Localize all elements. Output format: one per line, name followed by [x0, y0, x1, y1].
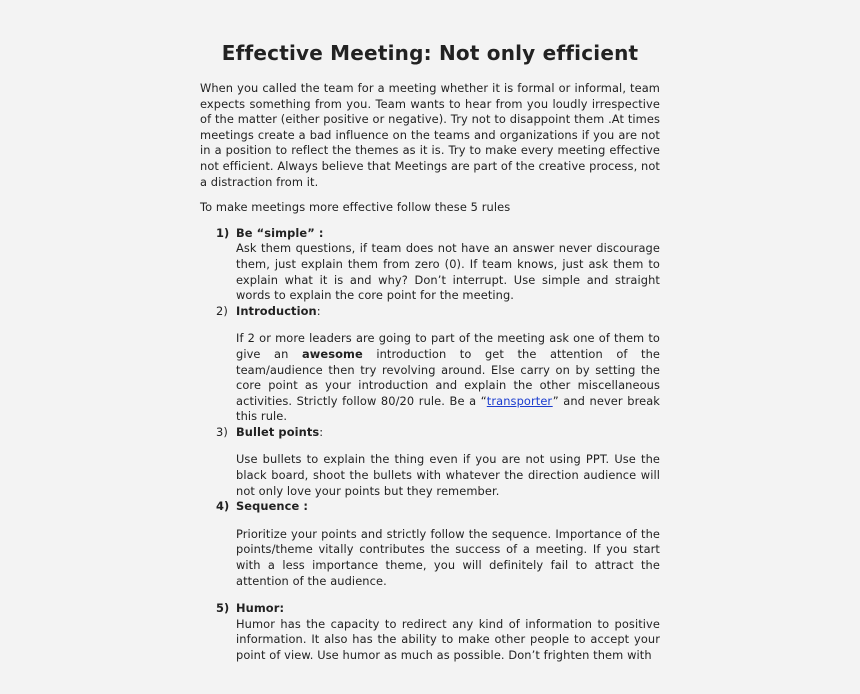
emphasis-awesome: awesome — [301, 346, 363, 361]
rule-item-simple — [200, 226, 660, 304]
rule-item-bullet-points — [200, 425, 660, 499]
rule-item-introduction — [200, 304, 660, 425]
rule-body: Ask them questions, if team does not have an answer never discourage them, just explain them from zero (0). If team knows, just ask them to explain what it is and why? Don’t interrupt. Use simple and straight words to explain the core point for the meeting. — [236, 241, 660, 303]
rule-heading: Sequence : — [236, 499, 309, 514]
rule-item-sequence — [200, 499, 660, 589]
intro-paragraph: When you called the team for a meeting whether it is formal or informal, team expects something from you. Team wants to hear from you loudly irrespective of the matter (either positive or negative). Try not to disappoint them .At times meetings create a bad influence on the teams and organizations if you are not in a position to reflect the themes as it is. Try to make every meeting effective not efficient. Always believe that Meetings are part of the creative process, not a distraction from it. — [200, 81, 660, 189]
rule-heading: Be “simple” : — [236, 225, 324, 240]
rule-heading: Humor: — [236, 601, 285, 616]
rule-number: 4) — [216, 499, 230, 514]
rule-number: 1) — [216, 225, 230, 240]
rule-heading-suffix: : — [319, 424, 324, 439]
rule-heading: Bullet points — [236, 424, 320, 439]
rule-number: 3) — [216, 424, 228, 439]
document-content — [200, 40, 660, 664]
rule-body-text: ” and never break this rule. — [236, 393, 660, 424]
rule-item-humor — [200, 601, 660, 663]
rule-body: Use bullets to explain the thing even if you are not using PPT. Use the black board, shoot the bullets with whatever the direction audience will not only love your points but they remember. — [236, 452, 660, 498]
rule-heading: Introduction — [236, 303, 317, 318]
rule-number: 5) — [216, 601, 230, 616]
page-title: Effective Meeting: Not only efficient — [221, 41, 639, 65]
rule-body-text: If 2 or more leaders are going to part of the meeting ask one of them to give an — [236, 331, 660, 361]
transporter-link[interactable]: transporter — [486, 393, 553, 408]
rule-body-text: introduction to get the attention of the team/audience then try revolving around. Else carry on by setting the core point as your introduction and explain the other miscellaneous activities. Strictly follow 80/20 rule. Be a “ — [236, 346, 660, 408]
rule-body — [236, 331, 660, 425]
rule-heading-suffix: : — [316, 303, 321, 318]
lead-paragraph: To make meetings more effective follow these 5 rules — [200, 200, 511, 215]
rule-body: Prioritize your points and strictly follow the sequence. Importance of the points/theme vitally contributes the success of a meeting. If you start with a less importance theme, you will definitely fail to attract the attention of the audience. — [236, 526, 660, 588]
rule-body: Humor has the capacity to redirect any kind of information to positive information. It also has the ability to make other people to accept your point of view. Use humor as much as possible. Don’t frighten them with — [236, 616, 660, 662]
rule-number: 2) — [216, 303, 228, 318]
